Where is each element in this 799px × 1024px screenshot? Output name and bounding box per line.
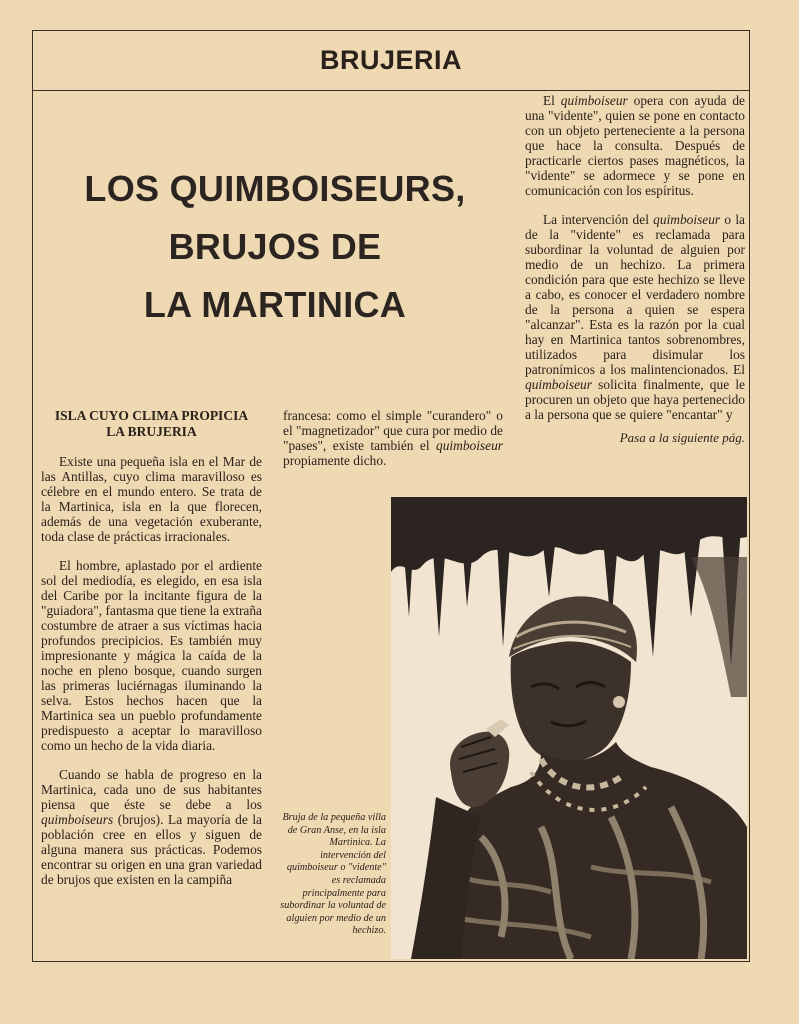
- paragraph: [283, 408, 503, 468]
- section-title: BRUJERIA: [319, 44, 463, 75]
- paragraph: El hombre, aplastado por el ardiente sol del mediodía, es elegido, en esa isla del Caribe por la incitante figura de la "guiadora", fantasma que tiene la extraña costumbre de atraer a sus víctimas hacia profundos precipicios. Es también muy impresionante y mágica la caída de la noche en pleno bosque, cuando surgen las primeras luciérnagas iluminando la selva. Estos hechos hacen que la Martinica sea un pueblo profundamente predispuesto a aceptar lo maravilloso como un hecho de la vida diaria.: [41, 558, 262, 753]
- headline-line-2: BRUJOS DE: [168, 226, 382, 267]
- column-1: [41, 408, 262, 901]
- emphasis: quimboiseur: [436, 438, 503, 453]
- continued-note: Pasa a la siguiente pág.: [619, 430, 745, 445]
- headline-line-1: LOS QUIMBOISEURS,: [84, 168, 466, 209]
- section-header: [32, 30, 750, 91]
- emphasis: quimboiseur: [525, 377, 592, 392]
- witch-photo-illustration: [391, 497, 747, 959]
- text-run: El: [543, 93, 561, 108]
- paragraph: [525, 212, 745, 422]
- emphasis: quimboiseur: [560, 93, 628, 108]
- photo-caption: Bruja de la pequeña villa de Gran Anse, en la isla Martinica. La intervención del quimboiseur o "vidente" es reclamada principalmente para subordinar la voluntad de alguien por medio de un hechizo.: [280, 812, 386, 937]
- article-headline: [40, 160, 510, 334]
- headline-line-3: LA MARTINICA: [143, 284, 407, 325]
- text-run: o la de la "vidente" es reclamada para subordinar la voluntad de alguien por medio de un hechizo. La primera condición para que este hechizo se lleve a cabo, es conocer el verdadero nombre de la persona a quien se espera "alcanzar". Esta es la razón por la cual hay en Martinica tantos sobrenombres, utilizados para disimular los patronímicos a los malintencionados. El: [525, 212, 746, 377]
- paragraph: [525, 93, 745, 198]
- paragraph: [41, 767, 262, 887]
- text-run: francesa: como el simple "curandero" o el "magnetizador" que cura por medio de "pases", existe también el: [283, 408, 503, 453]
- paragraph: Existe una pequeña isla en el Mar de las Antillas, cuyo clima maravilloso es célebre en el mundo entero. Se trata de la Martinica, isla en la que florecen, además de una vegetación exuberante, toda clase de prácticas irracionales.: [41, 454, 262, 544]
- column-2: [283, 408, 503, 482]
- emphasis: quimboiseur: [653, 212, 721, 227]
- emphasis: quimboiseurs: [41, 812, 114, 827]
- subheading-line-2: LA BRUJERIA: [106, 424, 197, 439]
- subheading-line-1: ISLA CUYO CLIMA PROPICIA: [54, 408, 249, 423]
- text-run: propiamente dicho.: [283, 453, 387, 468]
- subheading: [41, 408, 262, 440]
- text-run: Cuando se habla de progreso en la Martinica, cada uno de sus habitantes piensa que éste se debe a los: [41, 767, 262, 812]
- text-run: La intervención del: [543, 212, 654, 227]
- text-run: opera con ayuda de una "vidente", quien se pone en contacto con un objeto perteneciente a la persona que hace la consulta. Después de practicarle ciertos pases magnéticos, la "vidente" se adormece y se pone en comunicación con los espíritus.: [525, 93, 746, 198]
- text-run: (brujos). La mayoría de la población cree en ellos y siguen de alguna manera sus prácticas. Podemos encontrar su origen en una gran variedad de brujos que existen en la campiña: [41, 812, 262, 887]
- column-3: [525, 93, 745, 445]
- witch-photo: [391, 497, 747, 959]
- text-run: solicita finalmente, que le procuren un objeto que haya pertenecido a la persona que se quiere "encantar" y: [525, 377, 745, 422]
